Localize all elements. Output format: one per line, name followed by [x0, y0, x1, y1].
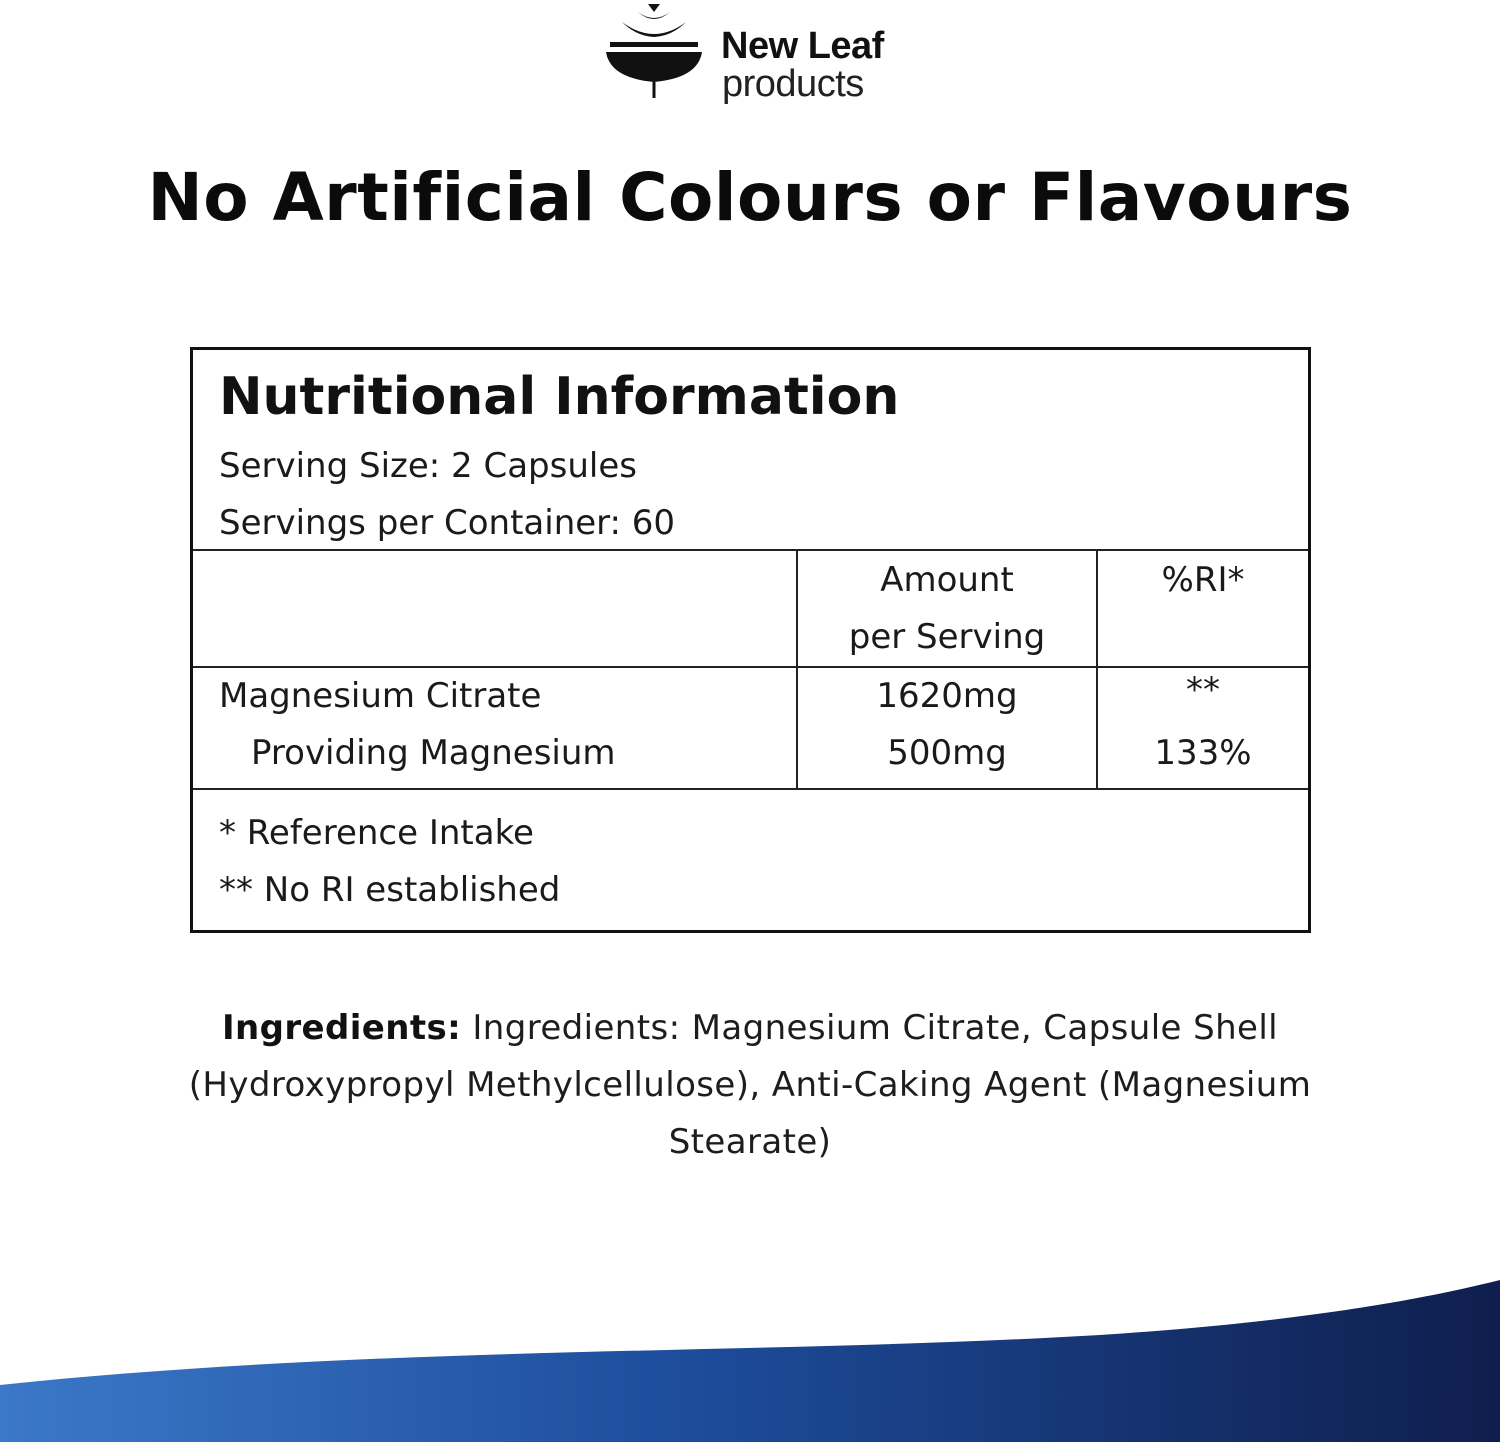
footnote: ** No RI established [219, 870, 561, 910]
row-amount: 500mg [887, 733, 1007, 773]
row-ri: ** [1186, 670, 1220, 710]
nutrition-panel [190, 347, 1311, 933]
header-ri: %RI* [1161, 560, 1245, 600]
tree-icon [602, 0, 706, 104]
ingredients-label: Ingredients: [221, 1008, 462, 1048]
row-name: Magnesium Citrate [219, 676, 542, 716]
header-amount: Amount [880, 560, 1014, 600]
bottom-wave [0, 1240, 1500, 1442]
servings-per-container: Servings per Container: 60 [219, 503, 676, 543]
page-headline: No Artificial Colours or Flavours [147, 159, 1353, 236]
row-amount: 1620mg [876, 676, 1018, 716]
table-divider [193, 788, 1308, 790]
footnote: * Reference Intake [219, 813, 534, 853]
ingredients-text [185, 1000, 1315, 1171]
nutrition-title: Nutritional Information [219, 367, 900, 427]
ingredients-list: Ingredients: Magnesium Citrate, Capsule Shell (Hydroxypropyl Methylcellulose), Anti-Caking Agent (Magnesium Stearate) [188, 1008, 1312, 1162]
brand-subtitle: products [722, 63, 864, 105]
brand-logo [600, 0, 920, 110]
table-divider [193, 666, 1308, 668]
brand-name: New Leaf [721, 25, 884, 67]
row-name: Providing Magnesium [251, 733, 616, 773]
serving-size: Serving Size: 2 Capsules [219, 446, 637, 486]
table-divider [193, 549, 1308, 551]
header-amount-sub: per Serving [848, 617, 1046, 657]
row-ri: 133% [1154, 733, 1252, 773]
